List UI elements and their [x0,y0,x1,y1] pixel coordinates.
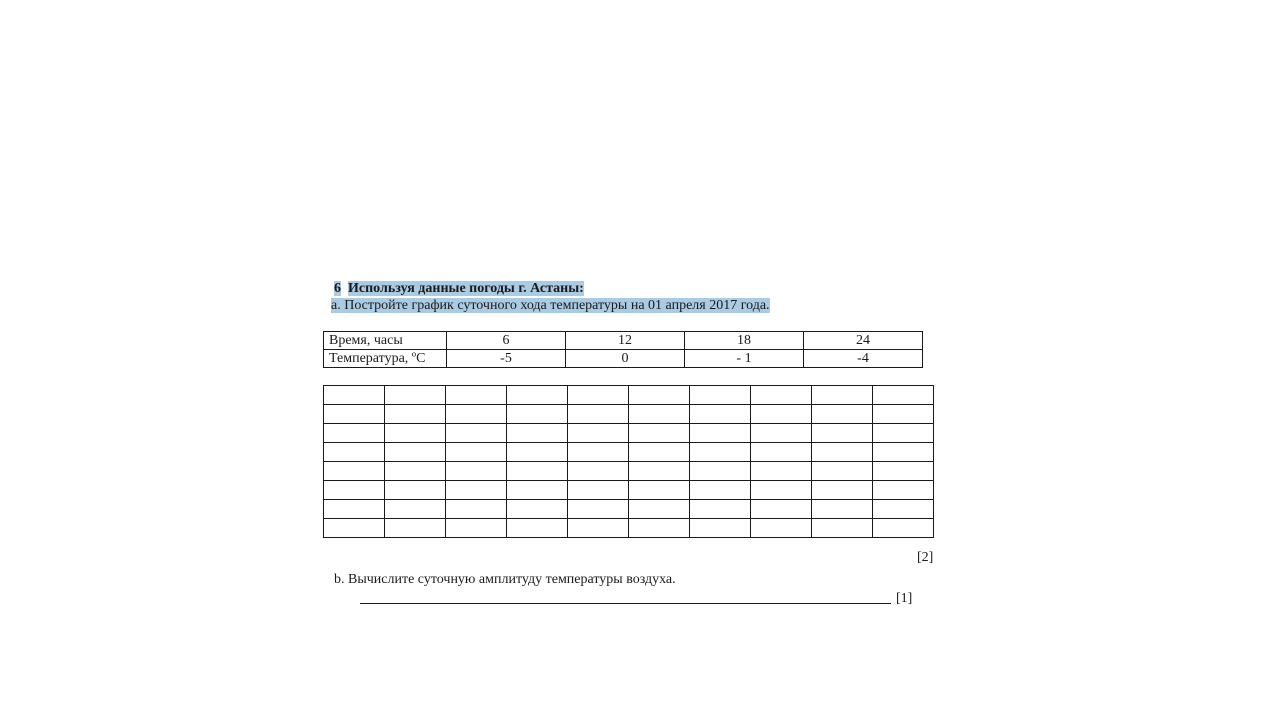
table-row-temperature [324,350,923,368]
grid-cell[interactable] [568,462,629,481]
grid-cell[interactable] [690,443,751,462]
grid-cell[interactable] [751,500,812,519]
grid-cell[interactable] [385,405,446,424]
grid-cell[interactable] [812,386,873,405]
grid-row [324,386,934,405]
grid-cell[interactable] [385,443,446,462]
question-title-text: Используя данные погоды г. Астаны: [348,281,584,296]
grid-cell[interactable] [446,519,507,538]
grid-cell[interactable] [751,481,812,500]
part-a-instruction: a. Постройте график суточного хода температуры на 01 апреля 2017 года. [331,298,770,313]
grid-cell[interactable] [629,405,690,424]
graph-grid[interactable] [323,385,934,538]
grid-row [324,462,934,481]
grid-row [324,481,934,500]
grid-cell[interactable] [568,405,629,424]
grid-cell[interactable] [629,424,690,443]
part-a-letter: a [331,298,338,313]
answer-line[interactable] [360,603,891,604]
grid-cell[interactable] [873,481,934,500]
time-label: Время, часы [324,332,447,350]
grid-cell[interactable] [873,386,934,405]
grid-cell[interactable] [324,386,385,405]
grid-cell[interactable] [568,519,629,538]
grid-cell[interactable] [507,405,568,424]
temperature-value: -5 [447,350,566,368]
time-value: 18 [685,332,804,350]
grid-row [324,443,934,462]
grid-cell[interactable] [324,405,385,424]
grid-cell[interactable] [385,500,446,519]
temperature-label: Температура, ºС [324,350,447,368]
grid-cell[interactable] [629,386,690,405]
grid-cell[interactable] [385,462,446,481]
grid-cell[interactable] [812,462,873,481]
grid-row [324,519,934,538]
grid-cell[interactable] [812,405,873,424]
time-value: 12 [566,332,685,350]
grid-row [324,500,934,519]
grid-cell[interactable] [324,500,385,519]
time-value: 6 [447,332,566,350]
grid-cell[interactable] [629,443,690,462]
grid-cell[interactable] [812,424,873,443]
grid-cell[interactable] [690,519,751,538]
grid-cell[interactable] [629,462,690,481]
grid-cell[interactable] [812,500,873,519]
grid-cell[interactable] [446,386,507,405]
temperature-value: 0 [566,350,685,368]
time-value: 24 [804,332,923,350]
grid-cell[interactable] [385,481,446,500]
grid-cell[interactable] [751,519,812,538]
grid-cell[interactable] [751,405,812,424]
grid-cell[interactable] [507,443,568,462]
grid-cell[interactable] [873,443,934,462]
grid-cell[interactable] [751,424,812,443]
grid-cell[interactable] [507,500,568,519]
grid-cell[interactable] [690,386,751,405]
grid-cell[interactable] [873,462,934,481]
grid-cell[interactable] [568,443,629,462]
grid-cell[interactable] [385,386,446,405]
grid-cell[interactable] [324,424,385,443]
grid-cell[interactable] [690,405,751,424]
grid-cell[interactable] [507,386,568,405]
grid-cell[interactable] [690,500,751,519]
grid-cell[interactable] [873,519,934,538]
grid-cell[interactable] [324,462,385,481]
grid-row [324,405,934,424]
temperature-value: - 1 [685,350,804,368]
table-row-time [324,332,923,350]
grid-cell[interactable] [568,386,629,405]
grid-cell[interactable] [507,519,568,538]
mark-part-b: [1] [896,591,913,606]
grid-cell[interactable] [751,462,812,481]
grid-cell[interactable] [812,481,873,500]
grid-cell[interactable] [446,405,507,424]
grid-cell[interactable] [507,481,568,500]
grid-cell[interactable] [873,424,934,443]
grid-cell[interactable] [446,500,507,519]
temperature-value: -4 [804,350,923,368]
grid-cell[interactable] [507,462,568,481]
question-number: 6 [334,281,341,296]
part-a-text: Постройте график суточного хода температуры на 01 апреля 2017 года. [344,298,770,313]
mark-part-a: [2] [917,550,934,565]
weather-data-table [323,331,923,368]
grid-cell[interactable] [751,386,812,405]
grid-cell[interactable] [629,481,690,500]
grid-cell[interactable] [568,500,629,519]
grid-cell[interactable] [507,424,568,443]
grid-cell[interactable] [385,519,446,538]
grid-cell[interactable] [690,424,751,443]
grid-cell[interactable] [690,481,751,500]
grid-cell[interactable] [446,481,507,500]
grid-cell[interactable] [446,424,507,443]
grid-cell[interactable] [812,519,873,538]
grid-cell[interactable] [873,500,934,519]
grid-cell[interactable] [690,462,751,481]
grid-cell[interactable] [446,462,507,481]
grid-cell[interactable] [446,443,507,462]
grid-row [324,424,934,443]
grid-cell[interactable] [568,424,629,443]
grid-cell[interactable] [385,424,446,443]
question-title [334,280,584,298]
grid-cell[interactable] [629,519,690,538]
grid-cell[interactable] [324,519,385,538]
part-b-instruction: b. Вычислите суточную амплитуду температуры воздуха. [334,572,676,587]
grid-cell[interactable] [568,481,629,500]
grid-cell[interactable] [812,443,873,462]
grid-cell[interactable] [873,405,934,424]
grid-cell[interactable] [629,500,690,519]
grid-cell[interactable] [751,443,812,462]
grid-cell[interactable] [324,443,385,462]
grid-cell[interactable] [324,481,385,500]
